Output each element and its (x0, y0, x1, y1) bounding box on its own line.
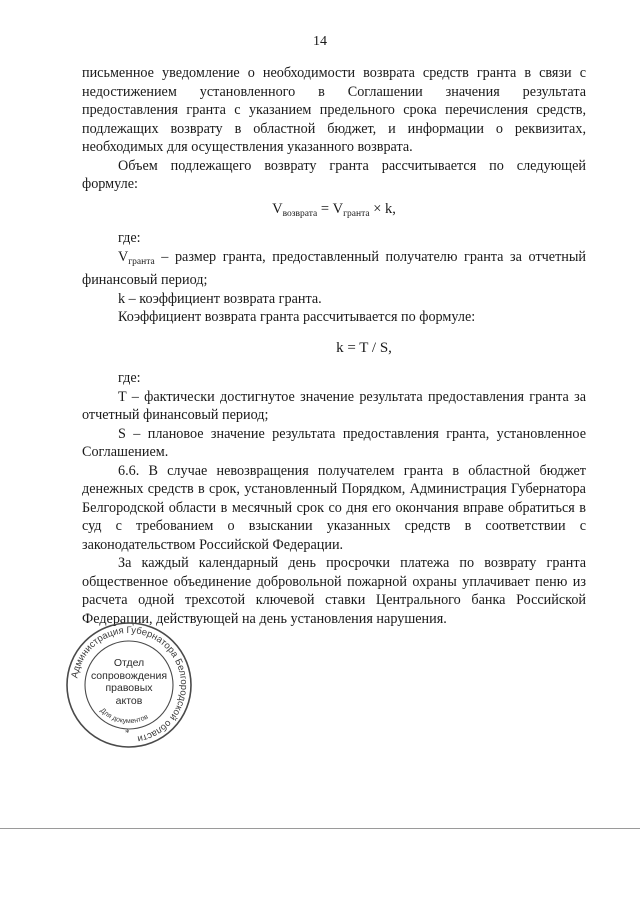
formula-return-volume (82, 200, 586, 224)
stamp-line-2: сопровождения (90, 669, 168, 682)
formula-coefficient: k = T / S, (336, 339, 392, 356)
definition-k: k – коэффициент возврата гранта. (118, 290, 322, 307)
paragraph-penalty: За каждый календарный день просрочки платежа по возврату гранта общественное объединение добровольной пожарной охраны уплачивает пеню из расчета одной трехсотой ключевой ставки Центрального банка Российской Федерации, действующей на день установления нарушения. (82, 555, 586, 627)
stamp-star-icon: * (125, 728, 130, 738)
stamp-center-text (84, 657, 174, 707)
def-v-symbol: V (118, 248, 129, 265)
stamp-line-4: актов (115, 694, 143, 707)
formula-v-return: V (272, 200, 283, 217)
bottom-rule (0, 828, 640, 829)
stamp-line-3: правовых (105, 682, 153, 694)
formula-sub-grant: гранта (343, 208, 370, 219)
paragraph-notice: письменное уведомление о необходимости возврата средств гранта в связи с недостижением установленного в Соглашении значения результата предоставления гранта с указанием предельного срока перечисления средств, подлежащих возврату в областной бюджет, и информации о реквизитах, необходимых для осуществления указанного возврата. (82, 65, 586, 155)
official-stamp (64, 620, 194, 750)
where-label-2: где: (118, 370, 141, 386)
document-body (82, 64, 586, 628)
definition-t: T – фактически достигнутое значение результата предоставления гранта за отчетный финансовый период; (82, 388, 586, 423)
paragraph-6-6: 6.6. В случае невозвращения получателем гранта в областной бюджет денежных средств в срок, установленный Порядком, Администрация Губернатора Белгородской области в месячный срок со дня его окончания вправе обратиться в суд с требованием о взыскании указанных средств в соответствии с законодательством Российской Федерации. (82, 462, 586, 553)
where-label-1: где: (118, 230, 141, 246)
def-v-text: – размер гранта, предоставленный получателю гранта за отчетный финансовый период; (82, 248, 586, 288)
formula-tail: × k, (369, 200, 396, 217)
stamp-ring-text: Администрация Губернатора Белгородской области (69, 624, 190, 745)
page-number: 14 (313, 34, 327, 49)
formula-equals: = (317, 200, 333, 217)
paragraph-coefficient-intro: Коэффициент возврата гранта рассчитывается по формуле: (118, 309, 476, 325)
def-v-sub: гранта (128, 256, 155, 267)
definition-v-grant (82, 248, 586, 290)
formula-sub-return: возврата (282, 208, 318, 219)
formula-v-grant: V (332, 200, 344, 217)
paragraph-volume-formula-intro: Объем подлежащего возврату гранта рассчитывается по следующей формуле: (82, 157, 586, 192)
definition-s: S – плановое значение результата предоставления гранта, установленное Соглашением. (82, 425, 586, 460)
stamp-inner-text: Для документов (98, 707, 150, 726)
stamp-line-1: Отдел (113, 657, 145, 669)
